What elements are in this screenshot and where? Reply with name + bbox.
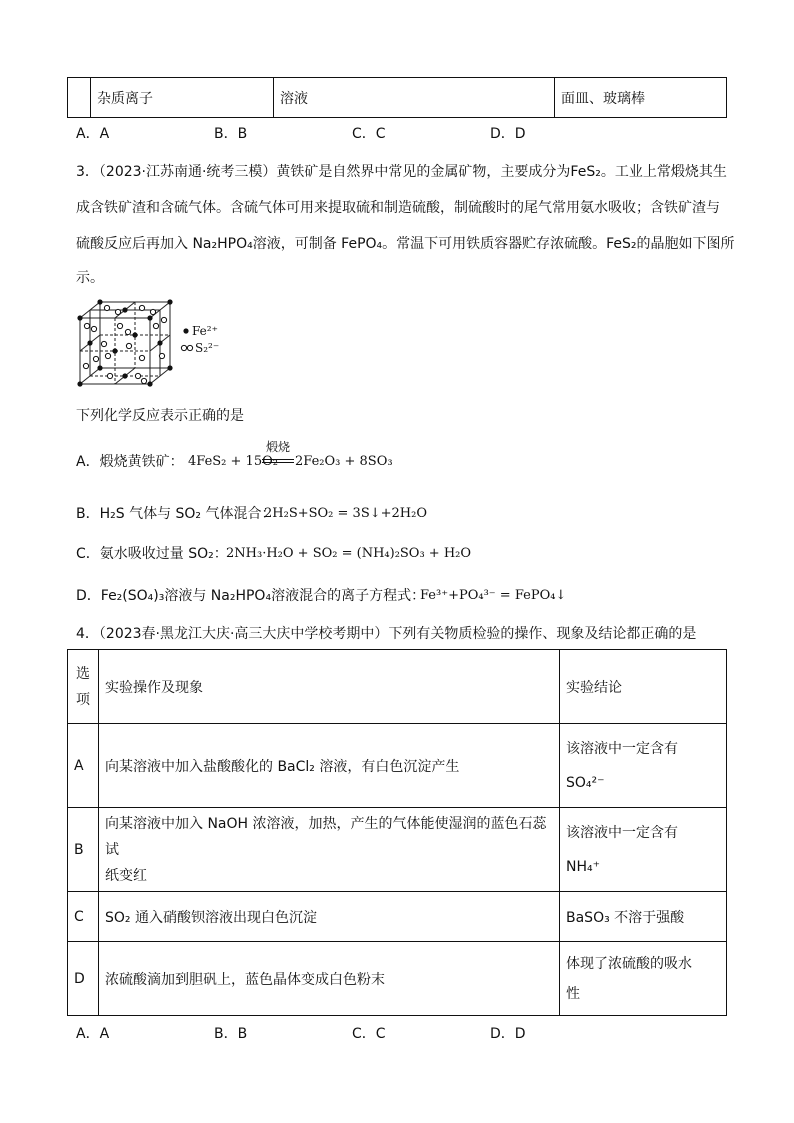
q2-options: [76, 124, 628, 144]
header-conclusion: 实验结论: [560, 650, 727, 724]
option-a: A．A: [76, 1026, 110, 1042]
q3-option-c-label: C．氨水吸收过量 SO₂：: [76, 546, 228, 562]
q3-stem: 下列化学反应表示正确的是: [76, 408, 244, 424]
row-conclusion: BaSO₃ 不溶于强酸: [560, 892, 727, 942]
table-row: [68, 942, 727, 1016]
q3-line4: 示。: [76, 270, 104, 286]
row-operation-line2: 纸变红: [105, 867, 147, 884]
table-row: [68, 78, 727, 118]
row-option: B: [68, 808, 99, 892]
q3-option-b-equation: 2H₂S+SO₂ = 3S↓+2H₂O: [264, 506, 427, 521]
q3-option-a-products: 2Fe₂O₃ + 8SO₃: [295, 454, 393, 469]
q4-table: [67, 649, 727, 1016]
row-operation: 向某溶液中加入盐酸酸化的 BaCl₂ 溶液，有白色沉淀产生: [99, 724, 560, 808]
row-conclusion-line1: 该溶液中一定含有: [566, 824, 678, 841]
table-cell: 杂质离子: [91, 78, 274, 118]
q3-option-c-equation: 2NH₃·H₂O + SO₂ = (NH₄)₂SO₃ + H₂O: [226, 546, 472, 561]
q4-options: [76, 1024, 628, 1044]
header-option: [68, 650, 99, 724]
row-conclusion: [560, 942, 727, 1016]
q3-option-a-reactants: 4FeS₂ + 15O₂: [188, 454, 278, 469]
q3-option-a-condition: 煅烧: [265, 440, 290, 454]
row-operation: 浓硫酸滴加到胆矾上，蓝色晶体变成白色粉末: [99, 942, 560, 1016]
q3-option-b-label: B．H₂S 气体与 SO₂ 气体混合：: [76, 506, 276, 522]
row-option: C: [68, 892, 99, 942]
fes2-unit-cell-figure: [74, 296, 234, 396]
table-header-row: [68, 650, 727, 724]
table-cell: [68, 78, 91, 118]
q3-line1: 3．（2023·江苏南通·统考三模）黄铁矿是自然界中常见的金属矿物，主要成分为FeS₂。工业上常煅烧其生: [76, 164, 727, 180]
row-conclusion-line2: 性: [566, 985, 580, 1002]
legend-s: S₂²⁻: [195, 341, 220, 355]
row-conclusion-line2: NH₄⁺: [566, 858, 601, 875]
row-conclusion-line1: 该溶液中一定含有: [566, 740, 678, 757]
row-operation: SO₂ 通入硝酸钡溶液出现白色沉淀: [99, 892, 560, 942]
option-b: B．B: [214, 1026, 248, 1042]
q3-option-d-label: D．Fe₂(SO₄)₃溶液与 Na₂HPO₄溶液混合的离子方程式：: [76, 588, 426, 604]
option-d: D．D: [490, 126, 526, 142]
reaction-equals-sign: [262, 459, 294, 463]
table-row: [68, 892, 727, 942]
q3-line3: 硫酸反应后再加入 Na₂HPO₄溶液，可制备 FePO₄。常温下可用铁质容器贮存浓硫酸。FeS₂的晶胞如下图所: [76, 236, 735, 252]
legend-fe: Fe²⁺: [192, 324, 218, 338]
q3-option-a-label: A．煅烧黄铁矿：: [76, 454, 184, 470]
row-option: A: [68, 724, 99, 808]
row-conclusion-line1: 体现了浓硫酸的吸水: [566, 955, 692, 972]
option-c: C．C: [352, 126, 386, 142]
q3-line2: 成含铁矿渣和含硫气体。含硫气体可用来提取硫和制造硫酸，制硫酸时的尾气常用氨水吸收；含铁矿渣与: [76, 200, 720, 216]
row-option: D: [68, 942, 99, 1016]
option-b: B．B: [214, 126, 248, 142]
header-option-text: 选项: [76, 665, 90, 708]
table-cell: 溶液: [274, 78, 555, 118]
table-row: [68, 808, 727, 892]
option-a: A．A: [76, 126, 110, 142]
q4-stem: 4．（2023春·黑龙江大庆·高三大庆中学校考期中）下列有关物质检验的操作、现象及结论都正确的是: [76, 626, 697, 642]
row-conclusion-line2: SO₄²⁻: [566, 774, 605, 791]
top-table: [67, 77, 727, 118]
table-row: [68, 724, 727, 808]
q3-option-d-equation: Fe³⁺+PO₄³⁻ = FePO₄↓: [420, 588, 567, 603]
table-cell: 面皿、玻璃棒: [555, 78, 727, 118]
header-operation: 实验操作及现象: [99, 650, 560, 724]
row-operation-line1: 向某溶液中加入 NaOH 浓溶液，加热，产生的气体能使湿润的蓝色石蕊试: [105, 815, 547, 858]
row-conclusion: [560, 724, 727, 808]
option-d: D．D: [490, 1026, 526, 1042]
row-operation: [99, 808, 560, 892]
row-conclusion: [560, 808, 727, 892]
option-c: C．C: [352, 1026, 386, 1042]
